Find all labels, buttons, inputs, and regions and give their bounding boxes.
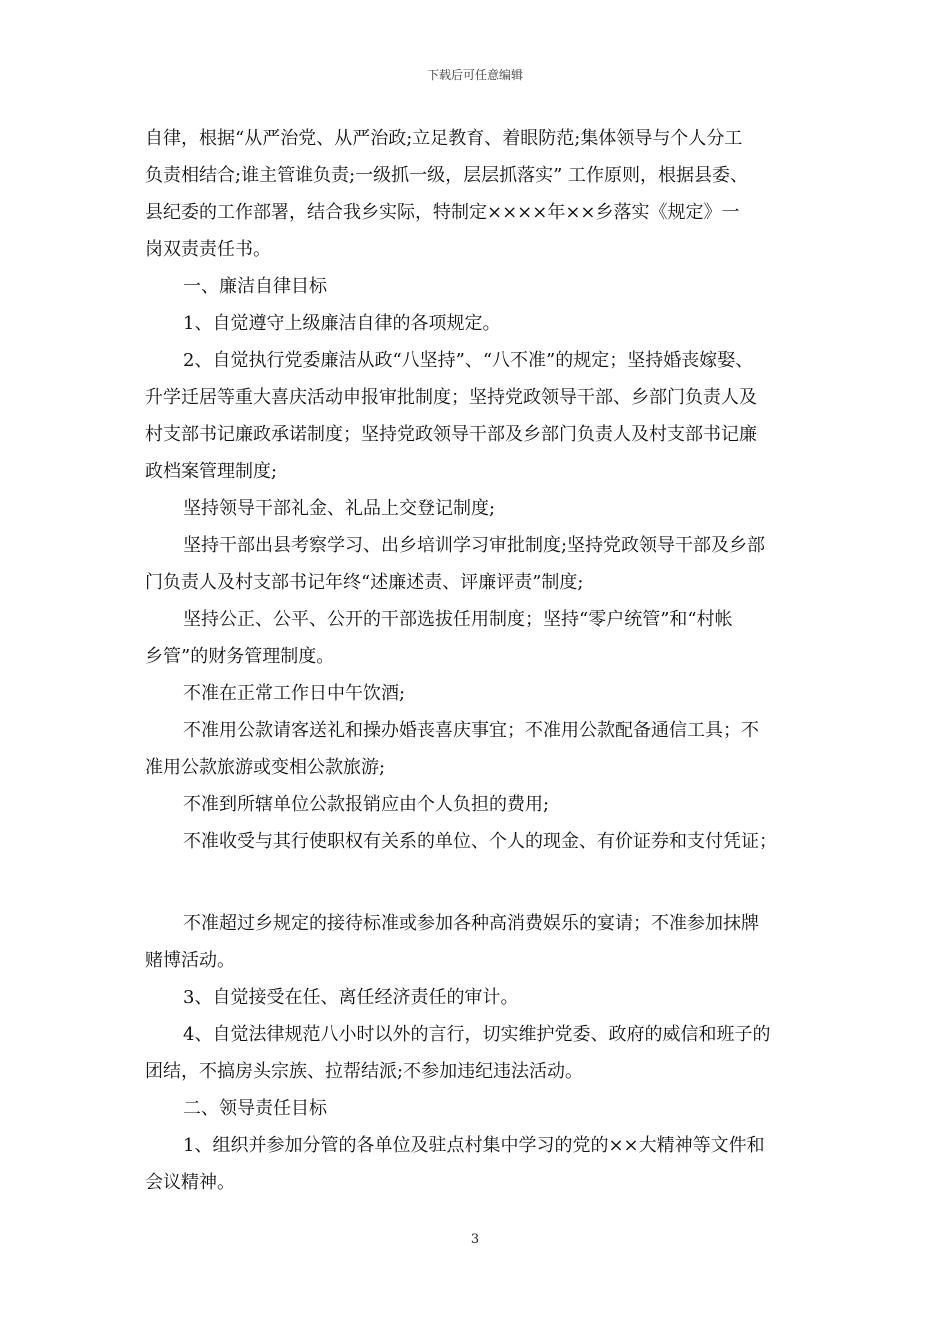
page-header: 下载后可任意编辑 — [426, 68, 523, 82]
page-number: 3 — [470, 1232, 480, 1247]
paragraph-gap — [145, 860, 810, 905]
paragraph-line: 坚持领导干部礼金、礼品上交登记制度; — [183, 498, 496, 519]
paragraph-line: 门负责人及村支部书记年终“述廉述责、评廉评责”制度; — [145, 572, 584, 593]
document-body — [145, 120, 810, 1201]
paragraph-line: 负责相结合;谁主管谁负责;一级抓一级，层层抓落实” 工作原则，根据县委、 — [145, 165, 749, 186]
paragraph-line: 升学迁居等重大喜庆活动申报审批制度；坚持党政领导干部、乡部门负责人及 — [145, 387, 757, 408]
section-heading: 一、廉洁自律目标 — [183, 276, 327, 297]
paragraph-line: 不准收受与其行使职权有关系的单位、个人的现金、有价证券和支付凭证； — [183, 831, 777, 852]
paragraph-line: 不准到所辖单位公款报销应由个人负担的费用; — [183, 794, 550, 815]
paragraph-line: 不准用公款请客送礼和操办婚丧喜庆事宜；不准用公款配备通信工具；不 — [183, 720, 759, 741]
paragraph-line: 不准超过乡规定的接待标准或参加各种高消费娱乐的宴请；不准参加抹牌 — [183, 913, 759, 934]
section-heading: 二、领导责任目标 — [183, 1098, 327, 1119]
paragraph-line: 2、自觉执行党委廉洁从政“八坚持”、“八不准”的规定；坚持婚丧嫁娶、 — [183, 350, 754, 371]
paragraph-line: 准用公款旅游或变相公款旅游; — [145, 757, 386, 778]
paragraph-line: 3、自觉接受在任、离任经济责任的审计。 — [183, 987, 519, 1008]
paragraph-line: 村支部书记廉政承诺制度；坚持党政领导干部及乡部门负责人及村支部书记廉 — [145, 424, 757, 445]
paragraph-line: 会议精神。 — [145, 1172, 235, 1193]
paragraph-line: 团结，不搞房头宗族、拉帮结派;不参加违纪违法活动。 — [145, 1061, 584, 1082]
paragraph-line: 1、组织并参加分管的各单位及驻点村集中学习的党的××大精神等文件和 — [183, 1135, 765, 1156]
paragraph-line: 自律，根据“从严治党、从严治政;立足教育、着眼防范;集体领导与个人分工 — [145, 128, 743, 149]
paragraph-line: 4、自觉法律规范八小时以外的言行，切实维护党委、政府的威信和班子的 — [183, 1024, 771, 1045]
paragraph-line: 1、自觉遵守上级廉洁自律的各项规定。 — [183, 313, 501, 334]
paragraph-line: 赌博活动。 — [145, 950, 235, 971]
paragraph-line: 岗双责责任书。 — [145, 239, 271, 260]
paragraph-line: 乡管”的财务管理制度。 — [145, 646, 335, 667]
paragraph-line: 坚持公正、公平、公开的干部选拔任用制度；坚持“零户统管”和“村帐 — [183, 609, 733, 630]
paragraph-line: 坚持干部出县考察学习、出乡培训学习审批制度;坚持党政领导干部及乡部 — [183, 535, 766, 556]
paragraph-line: 不准在正常工作日中午饮酒; — [183, 683, 406, 704]
paragraph-line: 政档案管理制度; — [145, 461, 278, 482]
paragraph-line: 县纪委的工作部署，结合我乡实际，特制定××××年××乡落实《规定》一 — [145, 202, 740, 223]
